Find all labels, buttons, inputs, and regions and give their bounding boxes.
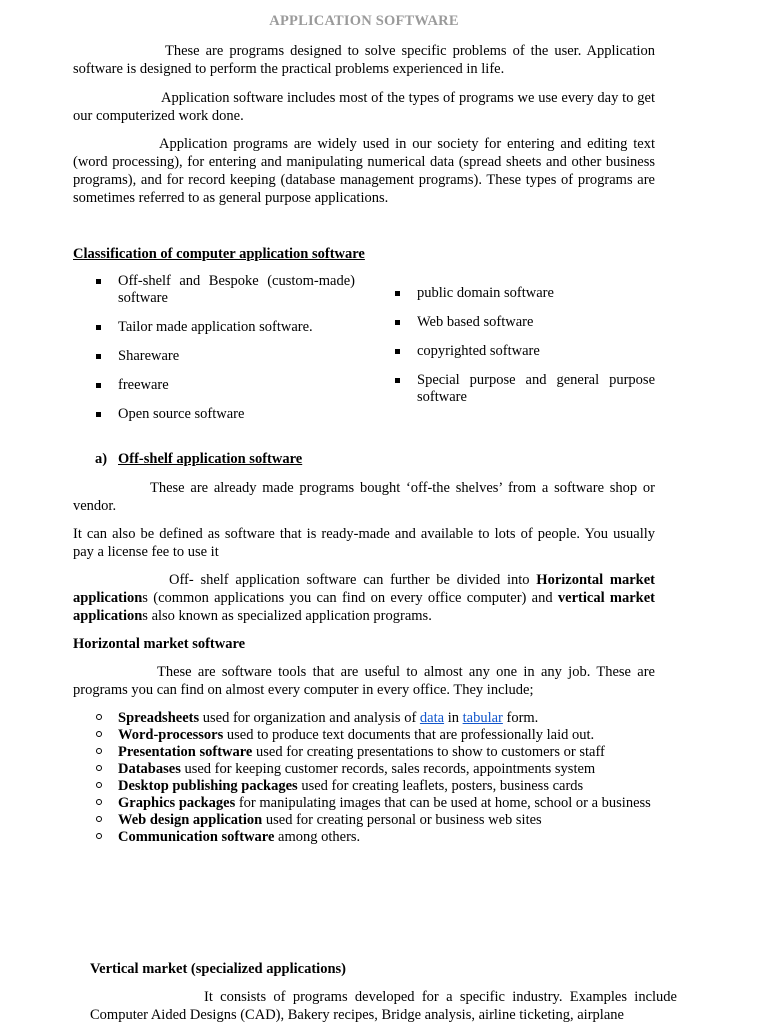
- list-item: Spreadsheets used for organization and analysis of data in tabular form.: [73, 710, 655, 727]
- circle-bullet-icon: [96, 782, 102, 788]
- square-bullet-icon: [96, 325, 101, 330]
- data-link[interactable]: data: [419, 710, 445, 726]
- circle-bullet-icon: [96, 765, 102, 771]
- list-item: Databases used for keeping customer records, sales records, appointments system: [73, 761, 655, 778]
- square-bullet-icon: [395, 349, 400, 354]
- page-title: APPLICATION SOFTWARE: [269, 13, 459, 29]
- square-bullet-icon: [96, 279, 101, 284]
- list-item: Word-processors used to produce text documents that are professionally laid out.: [73, 727, 655, 744]
- square-bullet-icon: [395, 378, 400, 383]
- vertical-section: [90, 960, 677, 1024]
- circle-bullet-icon: [96, 833, 102, 839]
- tabular-link[interactable]: tabular: [462, 710, 503, 726]
- offshelf-paragraph-3: Off- shelf application software can further be divided into Horizontal market applications (common applications you can find on every office computer) and vertical market applications also known as specialized application programs.: [73, 572, 655, 624]
- list-item: Web design application used for creating personal or business web sites: [73, 812, 655, 829]
- square-bullet-icon: [395, 320, 400, 325]
- list-item: Desktop publishing packages used for creating leaflets, posters, business cards: [73, 778, 655, 795]
- offshelf-paragraph-1: These are already made programs bought ‘off-the shelves’ from a software shop or vendor.: [73, 480, 655, 514]
- horizontal-intro: These are software tools that are useful to almost any one in any job. These are programs you can find on almost every computer in every office. They include;: [73, 664, 655, 698]
- square-bullet-icon: [96, 412, 101, 417]
- list-item: freeware: [73, 377, 355, 394]
- list-item: Web based software: [372, 314, 655, 331]
- square-bullet-icon: [395, 291, 400, 296]
- list-item: Graphics packages for manipulating images that can be used at home, school or a business: [73, 795, 655, 812]
- list-item: Off-shelf and Bespoke (custom-made) software: [73, 273, 355, 307]
- list-item: Shareware: [73, 348, 355, 365]
- list-item: Presentation software used for creating presentations to show to customers or staff: [73, 744, 655, 761]
- square-bullet-icon: [96, 383, 101, 388]
- list-item: Tailor made application software.: [73, 319, 355, 336]
- classification-list-right: [372, 285, 655, 406]
- list-item: Open source software: [73, 406, 355, 423]
- list-item: public domain software: [372, 285, 655, 302]
- offshelf-paragraph-2: It can also be defined as software that is ready-made and available to lots of people. You usually pay a license fee to use it: [73, 526, 655, 560]
- circle-bullet-icon: [96, 799, 102, 805]
- vertical-paragraph: It consists of programs developed for a specific industry. Examples include Computer Aided Designs (CAD), Bakery recipes, Bridge analysis, airline ticketing, airplane: [90, 989, 677, 1023]
- horizontal-list: [73, 710, 655, 846]
- circle-bullet-icon: [96, 731, 102, 737]
- vertical-heading: Vertical market (specialized applications): [90, 961, 346, 977]
- list-item: Communication software among others.: [73, 829, 655, 846]
- classification-list-left: [73, 273, 355, 423]
- square-bullet-icon: [96, 354, 101, 359]
- offshelf-heading-label: a): [95, 451, 108, 467]
- circle-bullet-icon: [96, 816, 102, 822]
- list-item: Special purpose and general purpose software: [372, 372, 655, 406]
- circle-bullet-icon: [96, 748, 102, 754]
- intro-paragraph-3: Application programs are widely used in our society for entering and editing text (word processing), for entering and manipulating numerical data (spread sheets and other business programs), and for record keeping (database management programs). These types of programs are sometimes referred to as general purpose applications.: [73, 136, 655, 206]
- list-item: copyrighted software: [372, 343, 655, 360]
- classification-heading: Classification of computer application software: [73, 246, 365, 262]
- intro-paragraph-1: These are programs designed to solve specific problems of the user. Application software is designed to perform the practical problems experienced in life.: [73, 43, 655, 77]
- circle-bullet-icon: [96, 714, 102, 720]
- offshelf-heading: [95, 450, 302, 468]
- offshelf-heading-text: Off-shelf application software: [118, 451, 303, 467]
- horizontal-heading: Horizontal market software: [73, 636, 246, 652]
- intro-paragraph-2: Application software includes most of the types of programs we use every day to get our computerized work done.: [73, 90, 655, 124]
